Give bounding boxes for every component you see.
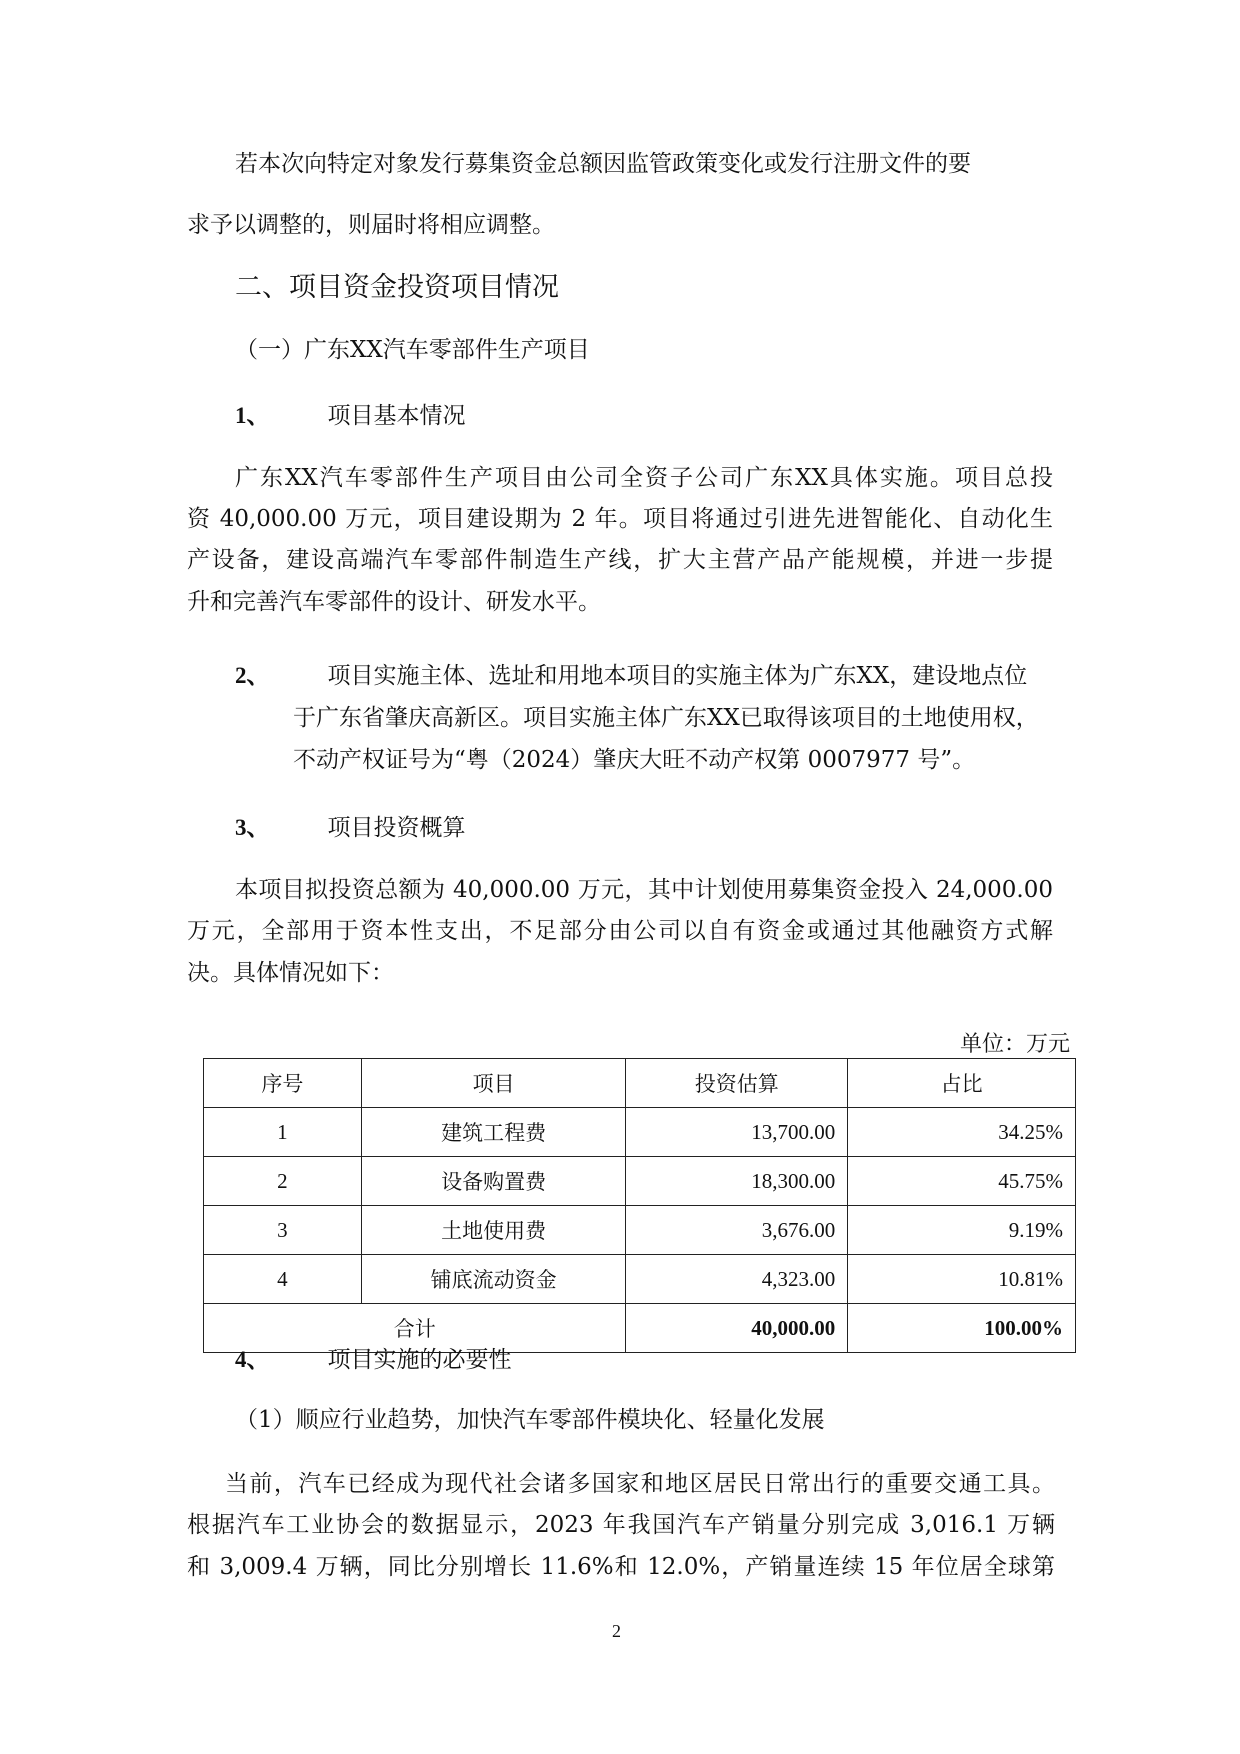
item1-para-line: 资 40,000.00 万元，项目建设期为 2 年。项目将通过引进先进智能化、自动化生 xyxy=(187,506,1053,532)
para-last-line: 和 3,009.4 万辆，同比分别增长 11.6%和 12.0%，产销量连续 15 年位居全球第 xyxy=(187,1554,1055,1580)
item1-title: 项目基本情况 xyxy=(327,403,466,429)
para-last-line: 当前，汽车已经成为现代社会诸多国家和地区居民日常出行的重要交通工具。 xyxy=(225,1471,1055,1497)
cell-item: 铺底流动资金 xyxy=(361,1255,626,1304)
cell-ratio: 9.19% xyxy=(848,1206,1076,1255)
header-item: 项目 xyxy=(361,1059,626,1108)
cell-ratio: 45.75% xyxy=(848,1157,1076,1206)
table-row xyxy=(204,1255,1076,1304)
cell-no: 4 xyxy=(204,1255,362,1304)
total-ratio: 100.00% xyxy=(848,1304,1076,1353)
cell-no: 2 xyxy=(204,1157,362,1206)
total-label: 合计 xyxy=(204,1304,626,1353)
table-row xyxy=(204,1108,1076,1157)
section-title: 二、项目资金投资项目情况 xyxy=(235,272,559,303)
intro-line-1: 若本次向特定对象发行募集资金总额因监管政策变化或发行注册文件的要 xyxy=(235,151,971,177)
item2-line-2: 于广东省肇庆高新区。项目实施主体广东XX已取得该项目的土地使用权， xyxy=(293,705,1039,731)
header-amount: 投资估算 xyxy=(626,1059,848,1108)
item2-line-1: 项目实施主体、选址和用地本项目的实施主体为广东XX，建设地点位 xyxy=(327,663,1028,689)
investment-table xyxy=(203,1058,1076,1353)
table-header-row xyxy=(204,1059,1076,1108)
subsection-title: （一）广东XX汽车零部件生产项目 xyxy=(235,337,590,363)
cell-amount: 3,676.00 xyxy=(626,1206,848,1255)
cell-amount: 13,700.00 xyxy=(626,1108,848,1157)
item3-number: 3、 xyxy=(235,815,270,840)
cell-item: 土地使用费 xyxy=(361,1206,626,1255)
table-row xyxy=(204,1157,1076,1206)
cell-no: 3 xyxy=(204,1206,362,1255)
cell-amount: 4,323.00 xyxy=(626,1255,848,1304)
item1-heading xyxy=(235,394,466,438)
header-ratio: 占比 xyxy=(848,1059,1076,1108)
item4-heading xyxy=(235,1338,512,1382)
item2-number: 2、 xyxy=(235,663,270,688)
para-last-line: 根据汽车工业协会的数据显示，2023 年我国汽车产销量分别完成 3,016.1 万辆 xyxy=(187,1512,1055,1538)
item4-number: 4、 xyxy=(235,1347,270,1372)
item3-heading xyxy=(235,806,466,850)
intro-line-2: 求予以调整的，则届时将相应调整。 xyxy=(187,212,555,238)
item3-title: 项目投资概算 xyxy=(327,815,466,841)
item4-title: 项目实施的必要性 xyxy=(327,1347,512,1373)
item1-para-line: 产设备，建设高端汽车零部件制造生产线，扩大主营产品产能规模，并进一步提 xyxy=(187,547,1053,573)
item3-para-line: 决。具体情况如下： xyxy=(187,960,394,986)
table-unit: 单位：万元 xyxy=(960,1032,1071,1057)
header-no: 序号 xyxy=(204,1059,362,1108)
cell-item: 设备购置费 xyxy=(361,1157,626,1206)
item3-para-line: 万元，全部用于资本性支出，不足部分由公司以自有资金或通过其他融资方式解 xyxy=(187,918,1053,944)
item1-number: 1、 xyxy=(235,403,270,428)
sub1-title: （1）顺应行业趋势，加快汽车零部件模块化、轻量化发展 xyxy=(235,1407,825,1433)
item1-para-line: 升和完善汽车零部件的设计、研发水平。 xyxy=(187,589,601,615)
cell-item: 建筑工程费 xyxy=(361,1108,626,1157)
item2-line-3: 不动产权证号为“粤（2024）肇庆大旺不动产权第 0007977 号”。 xyxy=(293,747,976,773)
cell-amount: 18,300.00 xyxy=(626,1157,848,1206)
cell-ratio: 10.81% xyxy=(848,1255,1076,1304)
item3-para-line: 本项目拟投资总额为 40,000.00 万元，其中计划使用募集资金投入 24,000.00 xyxy=(235,877,1053,903)
table-row xyxy=(204,1206,1076,1255)
total-amount: 40,000.00 xyxy=(626,1304,848,1353)
cell-no: 1 xyxy=(204,1108,362,1157)
cell-ratio: 34.25% xyxy=(848,1108,1076,1157)
item2-heading xyxy=(235,654,1027,698)
item1-para-line: 广东XX汽车零部件生产项目由公司全资子公司广东XX具体实施。项目总投 xyxy=(235,465,1053,491)
page-number: 2 xyxy=(612,1621,621,1641)
